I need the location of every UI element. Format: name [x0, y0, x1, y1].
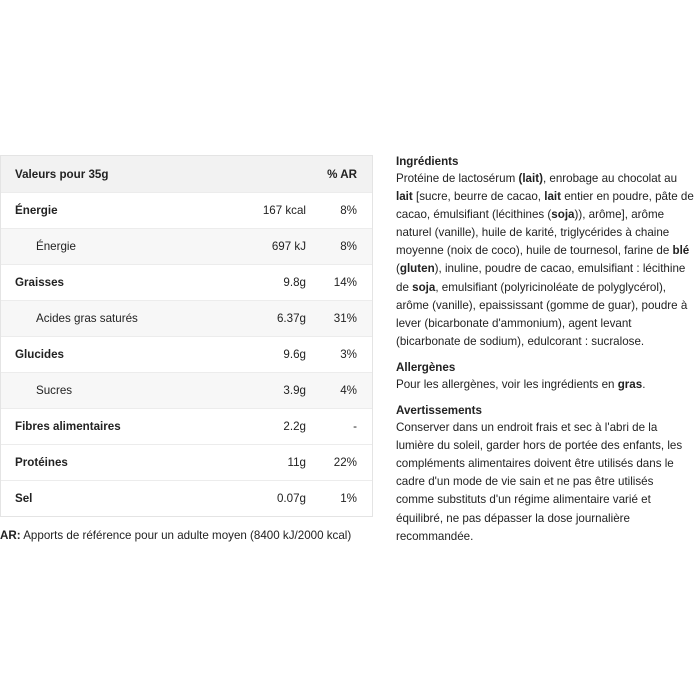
- ingredients-text: [396, 170, 694, 351]
- nutrient-name: Glucides: [1, 337, 226, 373]
- text-segment: , enrobage au chocolat au: [542, 172, 678, 185]
- nutrient-value: 9.8g: [226, 265, 306, 301]
- warnings-text: Conserver dans un endroit frais et sec à l'abri de la lumière du soleil, garder hors de portée des enfants, les compléments alimentaires doivent être utilisés dans le cadre d'un mode de vie sain et ne pas être utilisés comme substituts d'un régime alimentaire varié et équilibré, ne pas dépasser la dose journalière recommandée.: [396, 421, 683, 543]
- nutrient-name: Acides gras saturés: [1, 301, 226, 337]
- nutrient-name: Énergie: [1, 193, 226, 229]
- nutrition-table: [0, 155, 373, 517]
- nutrient-name: Protéines: [1, 445, 226, 481]
- allergen-highlight: blé: [672, 244, 690, 258]
- nutrient-value: 3.9g: [226, 373, 306, 409]
- allergen-highlight: gras: [617, 377, 643, 391]
- nutrient-name: Graisses: [1, 265, 226, 301]
- nutrient-ar: 1%: [340, 492, 357, 505]
- nutrition-row: [1, 301, 372, 337]
- nutrient-ar: 14%: [306, 265, 372, 301]
- nutrition-row: [1, 409, 372, 445]
- allergen-highlight: soja: [412, 280, 436, 294]
- text-segment: (: [396, 262, 400, 276]
- allergens-text: [396, 376, 694, 394]
- nutrient-value: 0.07g: [276, 492, 306, 505]
- nutrient-ar: 4%: [306, 373, 372, 409]
- nutrient-ar: 8%: [306, 193, 372, 229]
- nutrition-row: [1, 337, 372, 373]
- allergen-highlight: (lait): [518, 172, 543, 185]
- nutrient-ar: 22%: [306, 445, 372, 481]
- nutrient-name: Fibres alimentaires: [1, 409, 226, 445]
- text-segment: .: [642, 377, 646, 391]
- nutrient-value: 167 kcal: [226, 193, 306, 229]
- warnings-title: Avertissements: [396, 404, 482, 418]
- text-segment: )), arôme], arôme naturel (vanille), huile de karité, triglycérides à chaine moyenne (noix de coco), huile de tournesol, farine de: [396, 208, 673, 258]
- nutrient-value: 11g: [226, 445, 306, 481]
- nutrition-row: [1, 373, 372, 409]
- nutrition-header-row: [1, 156, 372, 193]
- nutrition-row: [1, 481, 372, 517]
- nutrient-value: 697 kJ: [226, 229, 306, 265]
- allergens-title: Allergènes: [396, 360, 456, 374]
- nutrient-name: Énergie: [1, 229, 226, 265]
- allergen-highlight: soja: [551, 208, 575, 222]
- footnote-abbr: AR:: [0, 529, 21, 542]
- allergen-highlight: gluten: [399, 262, 435, 276]
- nutrient-value: 9.6g: [226, 337, 306, 373]
- allergen-highlight: lait: [396, 190, 413, 204]
- footnote-text: Apports de référence pour un adulte moyen (8400 kJ/2000 kcal): [20, 529, 352, 542]
- product-details: [396, 154, 694, 555]
- text-segment: Pour les allergènes, voir les ingrédients en: [396, 377, 618, 391]
- text-segment: [sucre, beurre de cacao,: [412, 190, 545, 204]
- nutrition-row: [1, 265, 372, 301]
- nutrition-row: [1, 229, 372, 265]
- allergen-highlight: lait: [544, 190, 561, 204]
- nutrition-table-body: [1, 193, 372, 517]
- nutrient-ar: 31%: [306, 301, 372, 337]
- nutrition-header-value: [226, 156, 306, 193]
- text-segment: entier en poudre, pâte de cacao, émulsifiant (lécithines (: [396, 190, 694, 222]
- text-segment: Protéine de lactosérum: [396, 172, 519, 185]
- nutrient-name: Sel: [15, 492, 33, 505]
- nutrition-header-ar: % AR: [306, 156, 372, 193]
- nutrient-value: 6.37g: [226, 301, 306, 337]
- nutrient-ar: -: [306, 409, 372, 445]
- nutrient-name: Sucres: [1, 373, 226, 409]
- nutrition-header-label: Valeurs pour 35g: [1, 156, 226, 193]
- nutrition-footnote: [0, 529, 351, 542]
- nutrient-ar: 8%: [306, 229, 372, 265]
- nutrient-value: 2.2g: [226, 409, 306, 445]
- nutrition-row: [1, 445, 372, 481]
- text-segment: , emulsifiant (polyricinoléate de polyglycérol), arôme (vanille), epaississant (gomme de guar), poudre à lever (bicarbonate d'ammonium), agent levant (bicarbonate de sodium), edulcorant : sucralose.: [396, 280, 688, 348]
- ingredients-title: Ingrédients: [396, 155, 459, 168]
- nutrition-row: [1, 193, 372, 229]
- text-segment: ), inuline, poudre de cacao, emulsifiant : lécithine de: [396, 262, 686, 294]
- nutrient-ar: 3%: [306, 337, 372, 373]
